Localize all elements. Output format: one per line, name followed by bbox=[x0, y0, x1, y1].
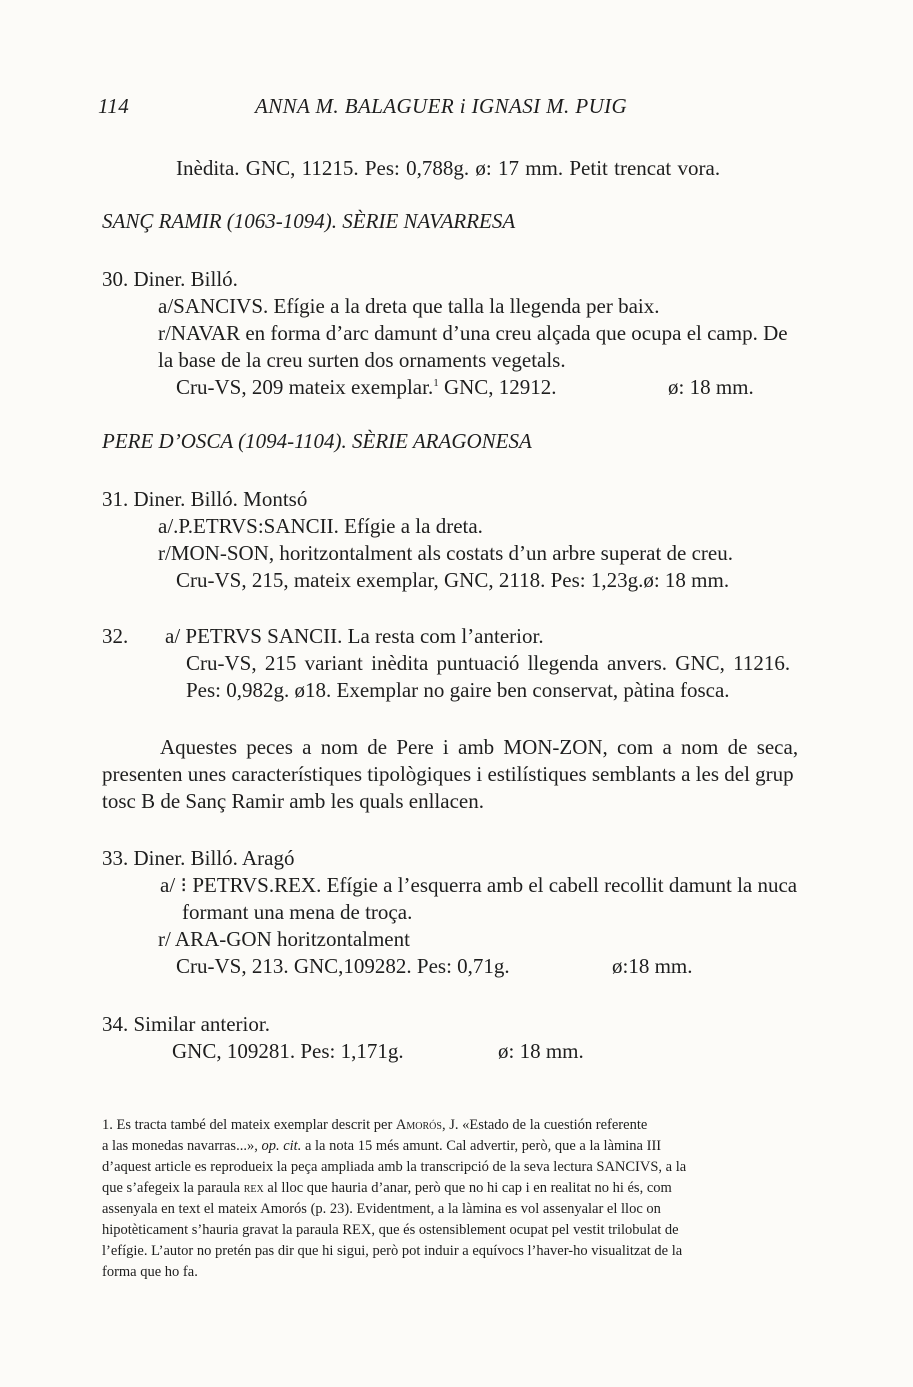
entry-32-reference-line-1: Cru-VS, 215 variant inèdita puntuació llegenda anvers. GNC, 11216. bbox=[186, 651, 791, 675]
page-number: 114 bbox=[98, 94, 130, 118]
running-header-authors: ANNA M. BALAGUER i IGNASI M. PUIG bbox=[255, 94, 628, 118]
entry-33-reverse: r/ ARA-GON horitzontalment bbox=[158, 927, 410, 951]
footnote-text: que s’afegeix la paraula bbox=[102, 1180, 244, 1196]
entry-33-obverse-line-2: formant una mena de troça. bbox=[182, 900, 413, 924]
footnote-text: a la nota 15 més amunt. Cal advertir, però, que a la làmina III bbox=[301, 1138, 662, 1154]
entry-30-title: 30. Diner. Billó. bbox=[102, 267, 238, 291]
entry-31-title: 31. Diner. Billó. Montsó bbox=[102, 487, 308, 511]
entry-30-obverse: a/SANCIVS. Efígie a la dreta que talla la llegenda per baix. bbox=[158, 294, 660, 318]
entry-33-reference: Cru-VS, 213. GNC,109282. Pes: 0,71g. bbox=[176, 954, 510, 978]
footnote-text: a las monedas navarras...», bbox=[102, 1138, 262, 1154]
entry-30-reference bbox=[176, 374, 557, 400]
footnote-text: , J. «Estado de la cuestión referente bbox=[441, 1117, 648, 1133]
entry-34-diameter: ø: 18 mm. bbox=[498, 1039, 584, 1063]
entry-34-reference: GNC, 109281. Pes: 1,171g. bbox=[172, 1039, 404, 1063]
entry-32-obverse: a/ PETRVS SANCII. La resta com l’anterior. bbox=[165, 624, 544, 648]
intro-line: Inèdita. GNC, 11215. Pes: 0,788g. ø: 17 mm. Petit trencat vora. bbox=[176, 156, 721, 180]
footnote-line-4 bbox=[102, 1178, 672, 1198]
entry-32-reference-line-2: Pes: 0,982g. ø18. Exemplar no gaire ben conservat, pàtina fosca. bbox=[186, 678, 730, 702]
footnote-line-1 bbox=[102, 1115, 647, 1135]
entry-31-reverse: r/MON-SON, horitzontalment als costats d’un arbre superat de creu. bbox=[158, 541, 733, 565]
entry-34-title: 34. Similar anterior. bbox=[102, 1012, 270, 1036]
footnote-mark: 1 bbox=[433, 377, 439, 389]
entry-33-diameter: ø:18 mm. bbox=[612, 954, 693, 978]
paragraph-line-1: Aquestes peces a nom de Pere i amb MON-ZON, com a nom de seca, bbox=[160, 735, 799, 759]
section-heading-pere-osca: PERE D’OSCA (1094-1104). SÈRIE ARAGONESA bbox=[102, 429, 532, 453]
entry-31-obverse: a/.P.ETRVS:SANCII. Efígie a la dreta. bbox=[158, 514, 483, 538]
paragraph-line-2: presenten unes característiques tipològiques i estilístiques semblants a les del grup bbox=[102, 762, 794, 786]
entry-33-title: 33. Diner. Billó. Aragó bbox=[102, 846, 295, 870]
footnote-line-8: forma que ho fa. bbox=[102, 1264, 198, 1280]
entry-30-ref-text: Cru-VS, 209 mateix exemplar. bbox=[176, 375, 434, 399]
entry-32-number: 32. bbox=[102, 624, 129, 648]
entry-30-reverse-line-1: r/NAVAR en forma d’arc damunt d’una creu alçada que ocupa el camp. De bbox=[158, 321, 788, 345]
entry-30-reverse-line-2: la base de la creu surten dos ornaments vegetals. bbox=[158, 348, 566, 372]
footnote-line-3: d’aquest article es reprodueix la peça ampliada amb la transcripció de la seva lectura SANCIVS, a la bbox=[102, 1159, 687, 1175]
entry-30-ref-gnc: GNC, 12912. bbox=[438, 375, 557, 399]
footnote-op-cit: op. cit. bbox=[261, 1138, 302, 1154]
footnote-author: Amorós bbox=[395, 1117, 442, 1133]
footnote-line-6: hipotèticament s’hauria gravat la paraula REX, que és ostensiblement ocupat pel vestit trilobulat de bbox=[102, 1222, 679, 1238]
footnote-rex: rex bbox=[243, 1180, 264, 1196]
footnote-line-5: assenyala en text el mateix Amorós (p. 23). Evidentment, a la làmina es vol assenyalar el lloc on bbox=[102, 1201, 661, 1217]
entry-31-reference: Cru-VS, 215, mateix exemplar, GNC, 2118. Pes: 1,23g.ø: 18 mm. bbox=[176, 568, 730, 592]
footnote-text: 1. Es tracta també del mateix exemplar descrit per bbox=[102, 1117, 396, 1133]
footnote-line-7: l’efígie. L’autor no pretén pas dir que hi sigui, però pot induir a equívocs l’haver-ho visualitzat de la bbox=[102, 1243, 683, 1259]
footnote-line-2 bbox=[102, 1136, 661, 1156]
entry-33-obverse-line-1: a/ ⁝ PETRVS.REX. Efígie a l’esquerra amb el cabell recollit damunt la nuca bbox=[160, 873, 798, 897]
section-heading-sanc-ramir: SANÇ RAMIR (1063-1094). SÈRIE NAVARRESA bbox=[102, 209, 516, 233]
footnote-text: al lloc que hauria d’anar, però que no hi cap i en realitat no hi és, com bbox=[263, 1180, 672, 1196]
entry-30-diameter: ø: 18 mm. bbox=[668, 375, 754, 399]
paragraph-line-3: tosc B de Sanç Ramir amb les quals enllacen. bbox=[102, 789, 484, 813]
